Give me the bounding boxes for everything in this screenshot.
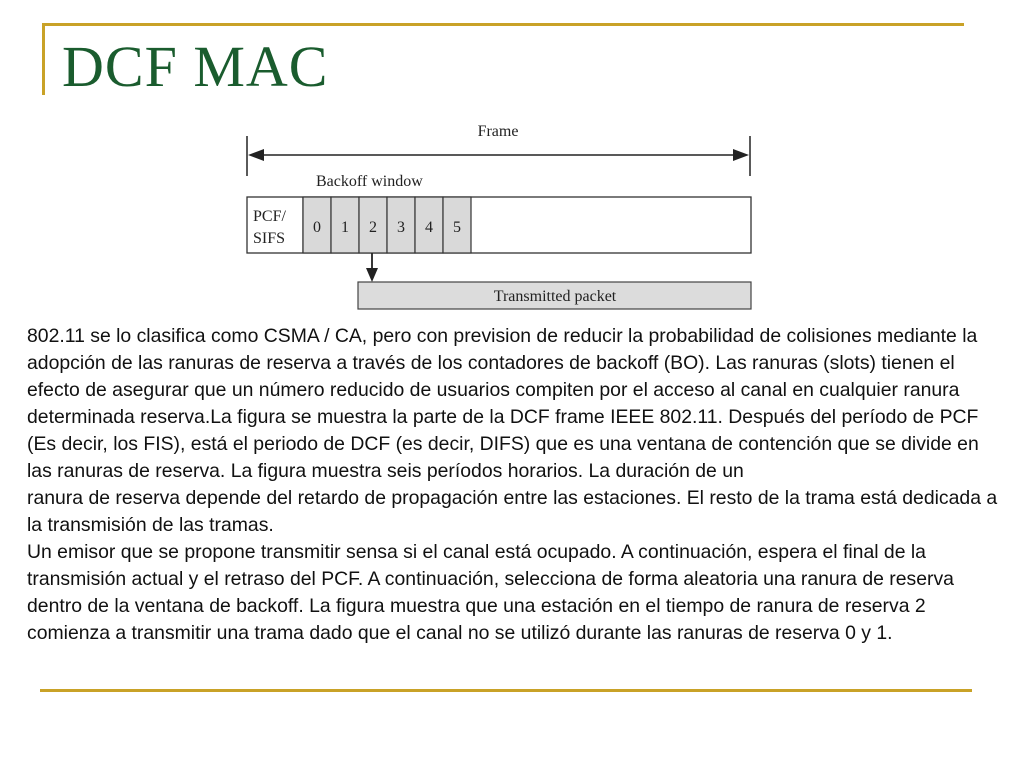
- transmitted-packet-label: Transmitted packet: [493, 288, 617, 305]
- frame-arrow-right-head: [733, 149, 749, 161]
- backoff-window-label: Backoff window: [316, 173, 423, 190]
- transmit-arrow-head: [366, 268, 378, 282]
- frame-arrow-left-head: [248, 149, 264, 161]
- sifs-label: SIFS: [253, 230, 286, 247]
- slide-title: DCF MAC: [62, 34, 329, 99]
- pcf-label: PCF/: [253, 208, 286, 225]
- backoff-slot-label-2: 2: [369, 219, 377, 236]
- backoff-slots: [303, 197, 471, 253]
- backoff-slot-label-3: 3: [397, 219, 405, 236]
- backoff-slot-label-5: 5: [453, 219, 461, 236]
- body-text: [27, 323, 1007, 647]
- paragraph-1: 802.11 se lo clasifica como CSMA / CA, pero con prevision de reducir la probabilidad de colisiones mediante la adopción de las ranuras de reserva a través de los contadores de backoff (BO). Las ranuras (slots) tienen el efecto de asegurar que un número reducido de usuarios compiten por el acceso al canal en cualquier ranura determinada reserva.La figura se muestra la parte de la DCF frame IEEE 802.11. Después del período de PCF (Es decir, los FIS), está el periodo de DCF (es decir, DIFS) que es una ventana de contención que se divide en las ranuras de reserva. La figura muestra seis períodos horarios. La duración de un: [27, 325, 979, 482]
- dcf-frame-diagram: [0, 0, 1024, 330]
- backoff-slot-label-0: 0: [313, 219, 321, 236]
- backoff-slot-label-1: 1: [341, 219, 349, 236]
- backoff-slot-label-4: 4: [425, 219, 433, 236]
- bottom-accent-bar: [40, 689, 972, 692]
- paragraph-2: ranura de reserva depende del retardo de propagación entre las estaciones. El resto de la trama está dedicada a la transmisión de las tramas.: [27, 487, 998, 536]
- paragraph-3: Un emisor que se propone transmitir sensa si el canal está ocupado. A continuación, espera el final de la transmisión actual y el retraso del PCF. A continuación, selecciona de forma aleatoria una ranura de reserva dentro de la ventana de backoff. La figura muestra que una estación en el tiempo de ranura de reserva 2 comienza a transmitir una trama dado que el canal no se utilizó durante las ranuras de reserva 0 y 1.: [27, 541, 954, 644]
- frame-label: Frame: [477, 123, 519, 140]
